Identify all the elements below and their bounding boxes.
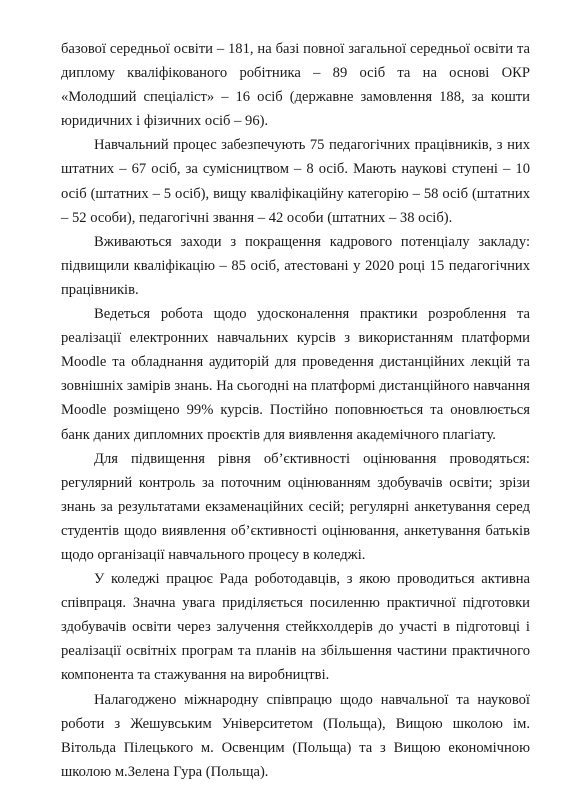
paragraph-moodle-courses: Ведеться робота щодо удосконалення практики розроблення та реалізації електронних навчальних курсів з використанням платформи Moodle та обладнання аудиторій для проведення дистанційних лекцій та зовнішніх замірів знань. На сьогодні на платформі дистанційного навчання Moodle розміщено 99% курсів. Постійно поповнюється та оновлюється банк даних дипломних проєктів для виявлення академічного плагіату. [61,306,530,443]
paragraph-assessment-objectivity: Для підвищення рівня об’єктивності оцінювання проводяться: регулярний контроль за поточним оцінюванням здобувачів освіти; зрізи знань за результатами екзаменаційних сесій; регулярні анкетування серед студентів щодо виявлення об’єктивності оцінювання, анкетування батьків щодо організації навчального процесу в коледжі. [61,450,530,563]
document-body [61,37,530,784]
paragraph-enrollment-continued: базової середньої освіти – 181, на базі повної загальної середньої освіти та диплому кваліфікованого робітника – 89 осіб та на основі ОКР «Молодший спеціаліст» – 16 осіб (державне замовлення 188, за кошти юридичних і фізичних осіб – 96). [61,41,530,130]
paragraph-staff-improvement: Вживаються заходи з покращення кадрового потенціалу закладу: підвищили кваліфікацію – 85 осіб, атестовані у 2020 році 15 педагогічних працівників. [61,233,530,298]
paragraph-international-cooperation: Налагоджено міжнародну співпрацю щодо навчальної та наукової роботи з Жешувським Університетом (Польща), Вищою школою ім. Вітольда Пілецького м. Освенцим (Польща) та з Вищою економічною школою м.Зелена Гура (Польща). [61,691,530,780]
paragraph-employers-council: У коледжі працює Рада роботодавців, з якою проводиться активна співпраця. Значна увага приділяється посиленню практичної підготовки здобувачів освіти через залучення стейкхолдерів до участі в підготовці і реалізації освітніх програм та планів на збільшення частини практичного компонента та стажування на виробництві. [61,571,530,684]
paragraph-teaching-staff: Навчальний процес забезпечують 75 педагогічних працівників, з них штатних – 67 осіб, за сумісництвом – 8 осіб. Мають наукові ступені – 10 осіб (штатних – 5 осіб), вищу кваліфікаційну категорію – 58 осіб (штатних – 52 особи), педагогічні звання – 42 особи (штатних – 38 осіб). [61,137,530,226]
